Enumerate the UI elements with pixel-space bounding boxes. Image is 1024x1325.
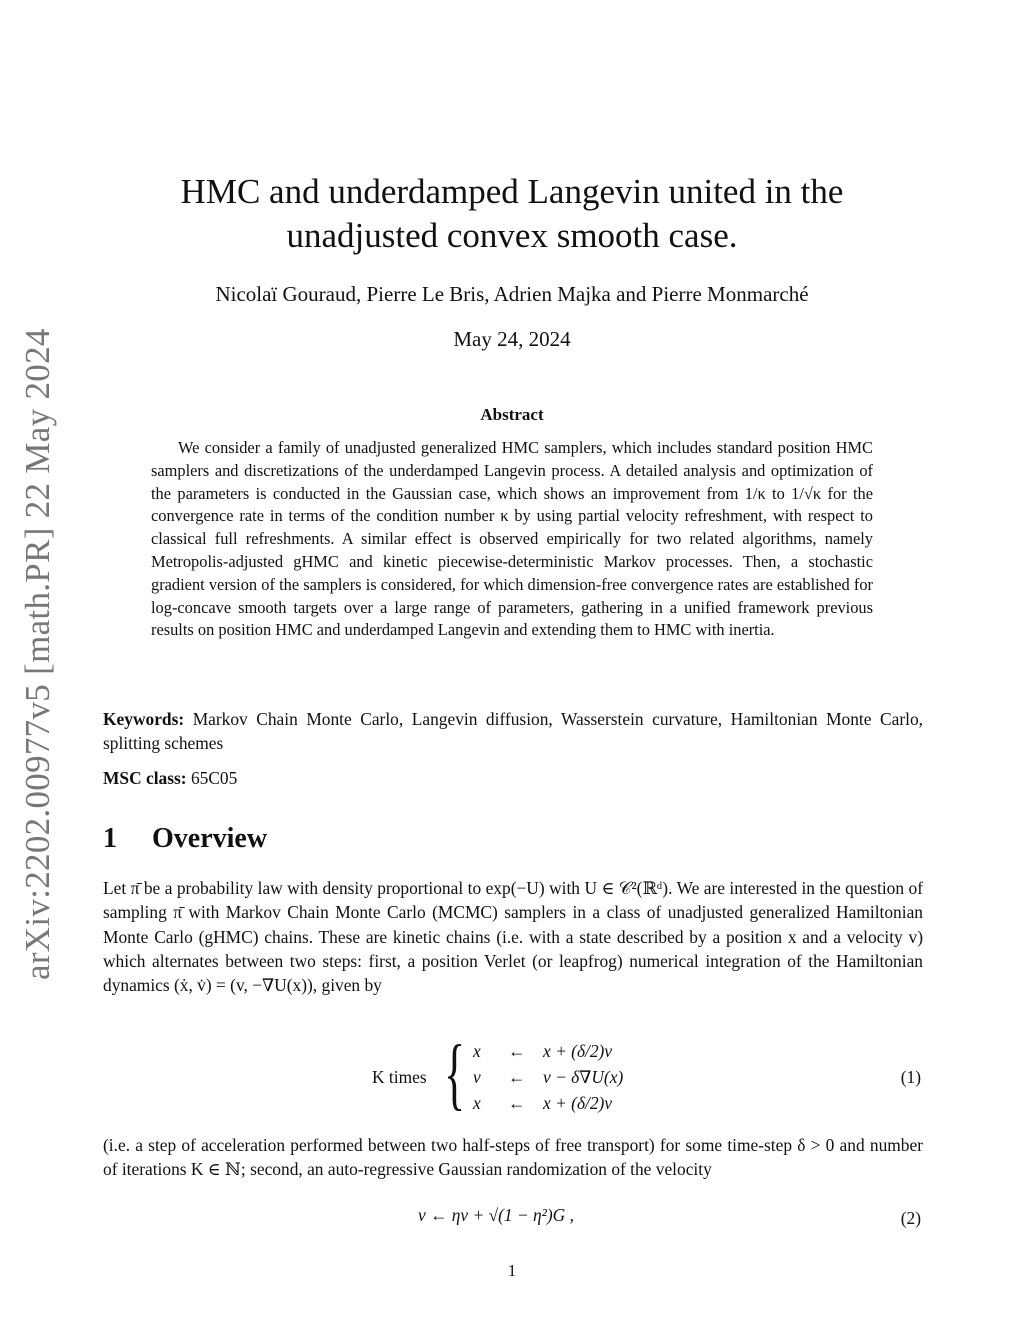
eq1-row-2-lhs: v [473, 1067, 481, 1087]
section-title: Overview [152, 823, 268, 854]
equation-2 [418, 1205, 574, 1226]
left-brace: { [444, 1030, 466, 1118]
eq1-row-2 [473, 1067, 623, 1091]
eq1-row-1 [473, 1041, 612, 1065]
msc-class [103, 766, 923, 790]
eq1-number: (1) [900, 1067, 921, 1087]
eq1-row-1-rhs: x + (δ/2)v [543, 1041, 613, 1061]
eq1-row-1-lhs: x [473, 1041, 481, 1061]
abstract-heading: Abstract [480, 405, 544, 424]
equation-1 [370, 1030, 690, 1119]
section-number: 1 [103, 823, 117, 854]
paper-title [0, 170, 1024, 258]
keywords-text: Markov Chain Monte Carlo, Langevin diffusion, Wasserstein curvature, Hamiltonian Monte Carlo, splitting schemes [103, 709, 923, 754]
paragraph-2: (i.e. a step of acceleration performed between two half-steps of free transport) for some time-step δ > 0 and number of iterations K ∈ ℕ; second, an auto-regressive Gaussian randomization of the velocity [103, 1135, 923, 1180]
eq2-number: (2) [900, 1208, 921, 1228]
page-number: 1 [507, 1261, 517, 1280]
msc-text: 65C05 [190, 768, 238, 788]
eq1-row-3 [473, 1093, 612, 1117]
eq1-row-2-rhs: v − δ∇U(x) [543, 1067, 624, 1087]
keywords-label: Keywords: [103, 709, 185, 729]
arxiv-id: arXiv:2202.00977v5 [math.PR] 22 May 2024 [18, 328, 57, 980]
eq2-text: v ← ηv + √(1 − η²)G , [418, 1205, 574, 1225]
title-line-2: unadjusted convex smooth case. [286, 216, 738, 255]
eq1-row-1-arrow: ← [508, 1041, 526, 1061]
abstract-text: We consider a family of unadjusted generalized HMC samplers, which includes standard position HMC samplers and discretizations of the underdamped Langevin process. A detailed analysis and optimization of the parameters is conducted in the Gaussian case, which shows an improvement from 1/κ to 1/√κ for the convergence rate in terms of the condition number κ by using partial velocity refreshment, with respect to classical full refreshments. A similar effect is observed empirically for two related algorithms, namely Metropolis-adjusted gHMC and kinetic piecewise-deterministic Markov processes. Then, a stochastic gradient version of the samplers is considered, for which dimension-free convergence rates are established for log-concave smooth targets over a large range of parameters, gathering in a unified framework previous results on position HMC and underdamped Langevin and extending them to HMC with inertia. [151, 438, 873, 640]
eq1-label: K times [372, 1067, 427, 1087]
eq1-row-3-rhs: x + (δ/2)v [543, 1093, 613, 1113]
msc-label: MSC class: [103, 768, 187, 788]
keywords [103, 707, 923, 756]
title-line-1: HMC and underdamped Langevin united in the [180, 172, 844, 211]
eq1-row-2-arrow: ← [508, 1067, 526, 1087]
date: May 24, 2024 [453, 327, 571, 351]
paragraph-1: Let π̄ be a probability law with density proportional to exp(−U) with U ∈ 𝒞²(ℝᵈ). We are interested in the question of sampling π̄ with Markov Chain Monte Carlo (MCMC) samplers in a class of unadjusted generalized Hamiltonian Monte Carlo (gHMC) chains. These are kinetic chains (i.e. with a state described by a position x and a velocity v) which alternates between two steps: first, a position Verlet (or leapfrog) numerical integration of the Hamiltonian dynamics (ẋ, v̇) = (v, −∇U(x)), given by [103, 878, 923, 996]
section-heading [103, 823, 267, 855]
eq1-row-3-lhs: x [473, 1093, 481, 1113]
authors: Nicolaï Gouraud, Pierre Le Bris, Adrien Majka and Pierre Monmarché [215, 282, 809, 306]
eq1-row-3-arrow: ← [508, 1093, 526, 1113]
